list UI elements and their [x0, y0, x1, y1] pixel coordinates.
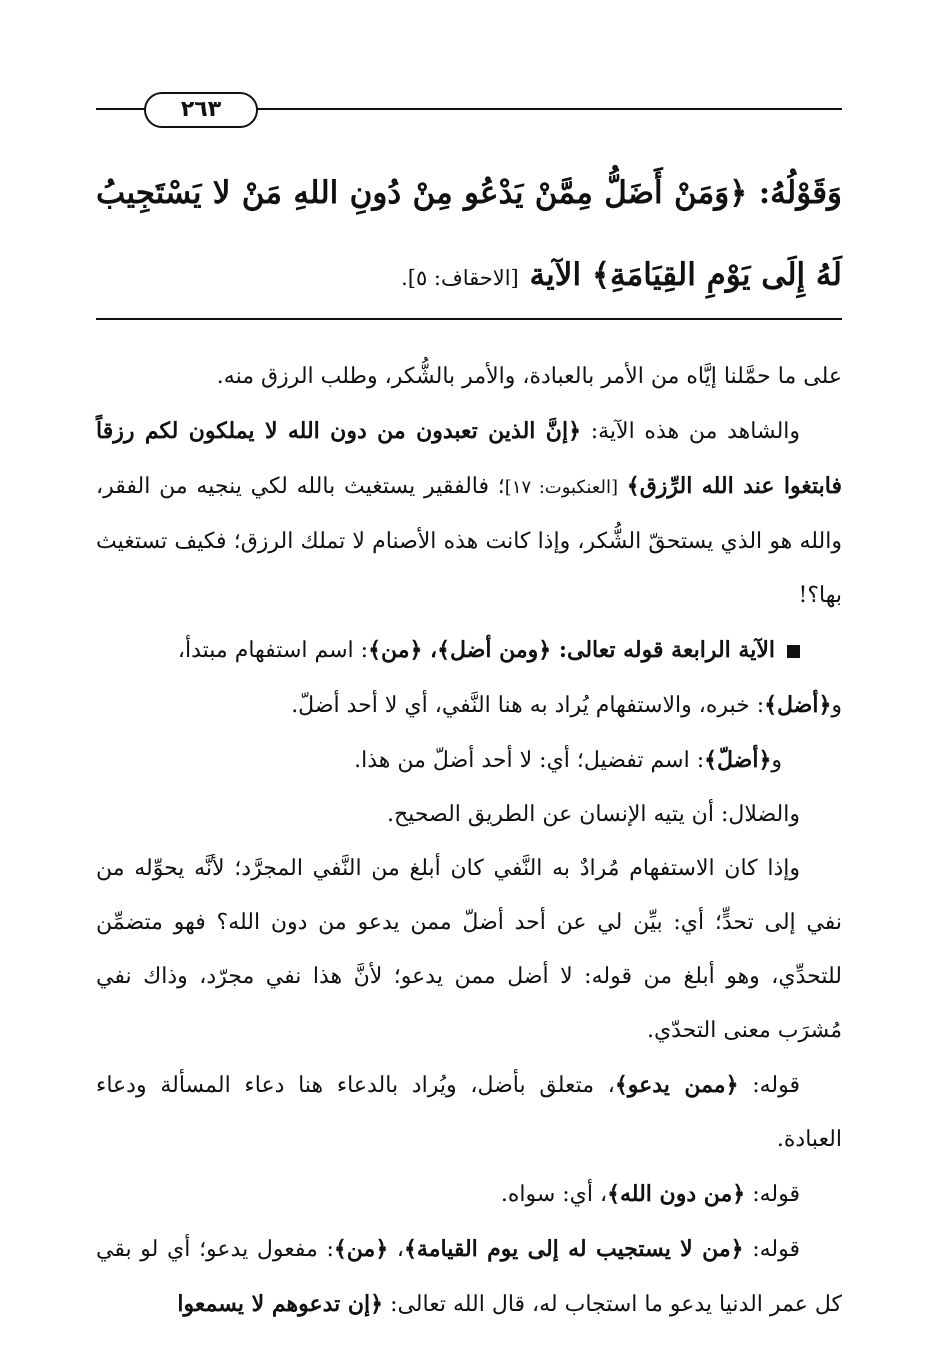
p10-term-1: ﴿من لا يستجيب له إلى يوم القيامة﴾	[404, 1236, 744, 1262]
p9-pre: قوله:	[752, 1182, 800, 1207]
p8-pre: قوله:	[752, 1073, 801, 1098]
p8-term: ﴿ممن يدعو﴾	[614, 1072, 739, 1098]
page-number: ٢٦٣	[144, 92, 258, 128]
matn-verse: ﴿وَمَنْ أَضَلُّ مِمَّنْ يَدْعُو مِنْ دُونِ اللهِ مَنْ لا يَسْتَجِيبُ لَهُ إِلَى يَوْمِ القِيَامَةِ﴾	[96, 175, 842, 293]
p3-heading: الآية الرابعة قوله تعالى: ﴿ومن أضل﴾، ﴿من﴾	[368, 637, 775, 663]
p10-rest: : مفعول يدعو؛ أي لو بقي كل عمر الدنيا يدعو ما استجاب له، قال الله تعالى:	[96, 1237, 842, 1317]
p8-rest: ، متعلق بأضل، ويُراد بالدعاء هنا دعاء المسألة ودعاء العبادة.	[96, 1073, 842, 1152]
paragraph-6: والضلال: أن يتيه الإنسان عن الطريق الصحيح.	[386, 802, 800, 827]
p5-pre: و	[771, 748, 782, 773]
page-header	[96, 84, 842, 124]
p4-rest: : خبره، والاستفهام يُراد به هنا النَّفي، أي لا أحد أضلّ.	[291, 693, 765, 718]
paragraph-1: على ما حمَّلنا إيَّاه من الأمر بالعبادة، والأمر بالشُّكر، وطلب الرزق منه.	[216, 364, 842, 389]
matn-reference: [الاحقاف: ٥].	[401, 266, 519, 290]
paragraph-5	[96, 733, 842, 788]
p2-verse: ﴿إنَّ الذين تعبدون من دون الله لا يملكون لكم رزقاً فابتغوا عند الله الرِّزق﴾	[96, 418, 842, 499]
section-divider	[96, 318, 842, 320]
p4-pre: و	[831, 693, 842, 718]
paragraph-7: وإذا كان الاستفهام مُرادٌ به النَّفي كان أبلغ من النَّفي المجرَّد؛ لأنَّه يحوِّله من نفي إلى تحدٍّ؛ أي: بيِّن لي عن أحد أضلّ ممن يدعو من دون الله؟ فهو متضمِّن للتحدِّي، وهو أبلغ من قوله: لا أضل ممن يدعو؛ لأنَّ هذا نفي مجرّد، وذاك نفي مُشرَب معنى التحدّي.	[96, 856, 842, 1043]
p5-term: ﴿أضلّ﴾	[704, 747, 772, 773]
p10-term-3: ﴿إن تدعوهم لا يسمعوا	[177, 1291, 384, 1317]
matn-text	[96, 152, 842, 319]
p3-rest: : اسم استفهام مبتدأ،	[177, 638, 369, 663]
paragraph-10	[96, 1222, 842, 1332]
paragraph-9	[96, 1167, 842, 1222]
matn-after: الآية	[529, 257, 582, 293]
paragraph-2	[96, 404, 842, 623]
paragraph-8	[96, 1058, 842, 1167]
matn-lead: وَقَوْلُهُ:	[758, 175, 842, 211]
p4-term: ﴿أضل﴾	[764, 692, 832, 718]
p5-rest: : اسم تفضيل؛ أي: لا أحد أضلّ من هذا.	[354, 748, 705, 773]
paragraph-4	[96, 678, 842, 733]
p10-term-2: ﴿من﴾	[333, 1236, 389, 1262]
p10-sep: ،	[396, 1237, 405, 1262]
p9-rest: ، أي: سواه.	[500, 1182, 608, 1207]
commentary-text	[96, 350, 842, 1332]
p2-rest: ؛ فالفقير يستغيث بالله لكي ينجيه من الفقر، والله هو الذي يستحقّ الشُّكر، وإذا كانت هذه الأصنام لا تملك الرزق؛ فكيف تستغيث بها؟!	[96, 474, 842, 608]
p2-intro: والشاهد من هذه الآية:	[590, 419, 801, 444]
p2-reference: [العنكبوت: ١٧]	[504, 477, 618, 498]
square-bullet-icon	[787, 645, 800, 658]
p10-pre: قوله:	[752, 1237, 800, 1262]
p9-term: ﴿من دون الله﴾	[607, 1181, 746, 1207]
paragraph-3	[96, 623, 842, 678]
